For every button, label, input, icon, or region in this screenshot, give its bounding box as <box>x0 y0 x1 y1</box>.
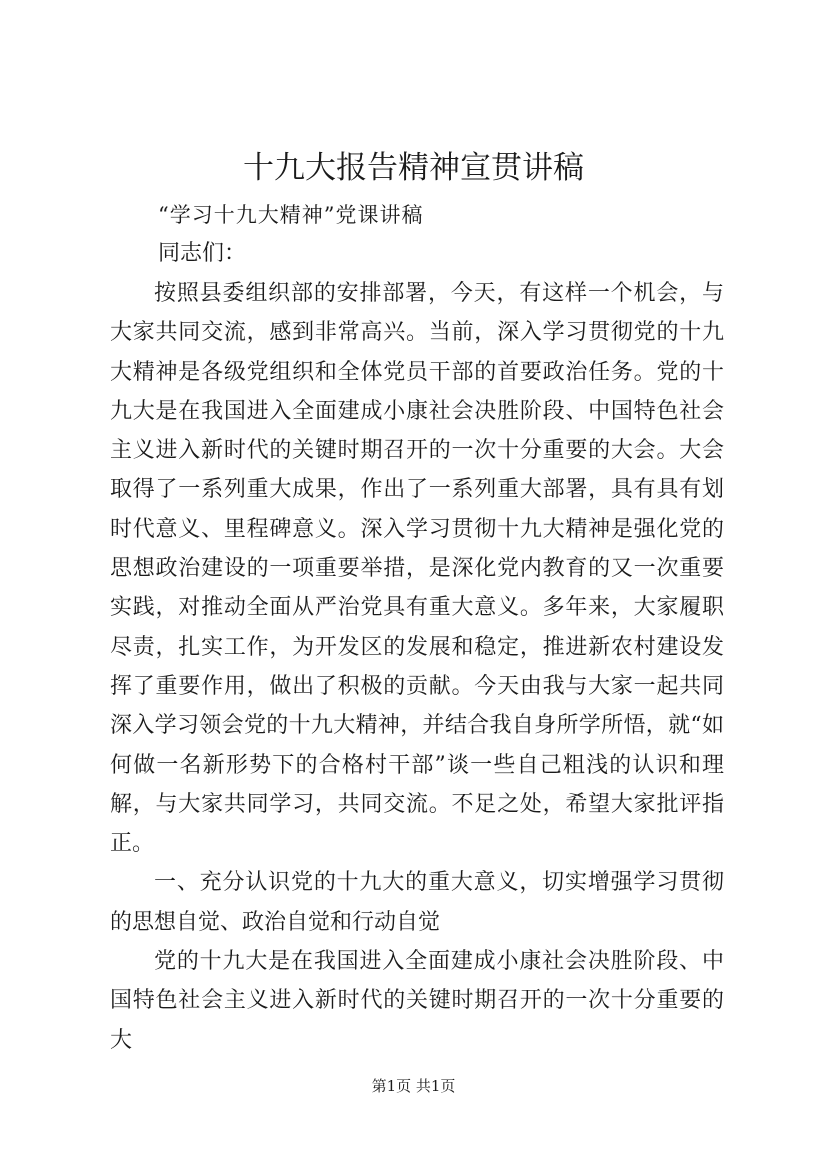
document-subtitle: “学习十九大精神”党课讲稿 <box>158 203 424 227</box>
document-body <box>110 274 724 1060</box>
page-footer: 第1页 共1页 <box>371 1077 456 1095</box>
salutation: 同志们： <box>158 241 247 266</box>
section-heading-1: 一、充分认识党的十九大的重大意义，切实增强学习贯彻的思想自觉、政治自觉和行动自觉 <box>110 870 724 935</box>
paragraph-section-1: 党的十九大是在我国进入全面建成小康社会决胜阶段、中国特色社会主义进入新时代的关键时期召开的一次十分重要的大 <box>110 949 724 1053</box>
paragraph-intro: 按照县委组织部的安排部署，今天，有这样一个机会，与大家共同交流，感到非常高兴。当前，深入学习贯彻党的十九大精神是各级党组织和全体党员干部的首要政治任务。党的十九大是在我国进入全面建成小康社会决胜阶段、中国特色社会主义进入新时代的关键时期召开的一次十分重要的大会。大会取得了一系列重大成果，作出了一系列重大部署，具有具有划时代意义、里程碑意义。深入学习贯彻十九大精神是强化党的思想政治建设的一项重要举措，是深化党内教育的又一次重要实践，对推动全面从严治党具有重大意义。多年来，大家履职尽责，扎实工作，为开发区的发展和稳定，推进新农村建设发挥了重要作用，做出了积极的贡献。今天由我与大家一起共同深入学习领会党的十九大精神，并结合我自身所学所悟，就“如何做一名新形势下的合格村干部”谈一些自己粗浅的认识和理解，与大家共同学习，共同交流。不足之处，希望大家批评指正。 <box>110 281 724 857</box>
document-title: 十九大报告精神宣贯讲稿 <box>243 150 584 186</box>
